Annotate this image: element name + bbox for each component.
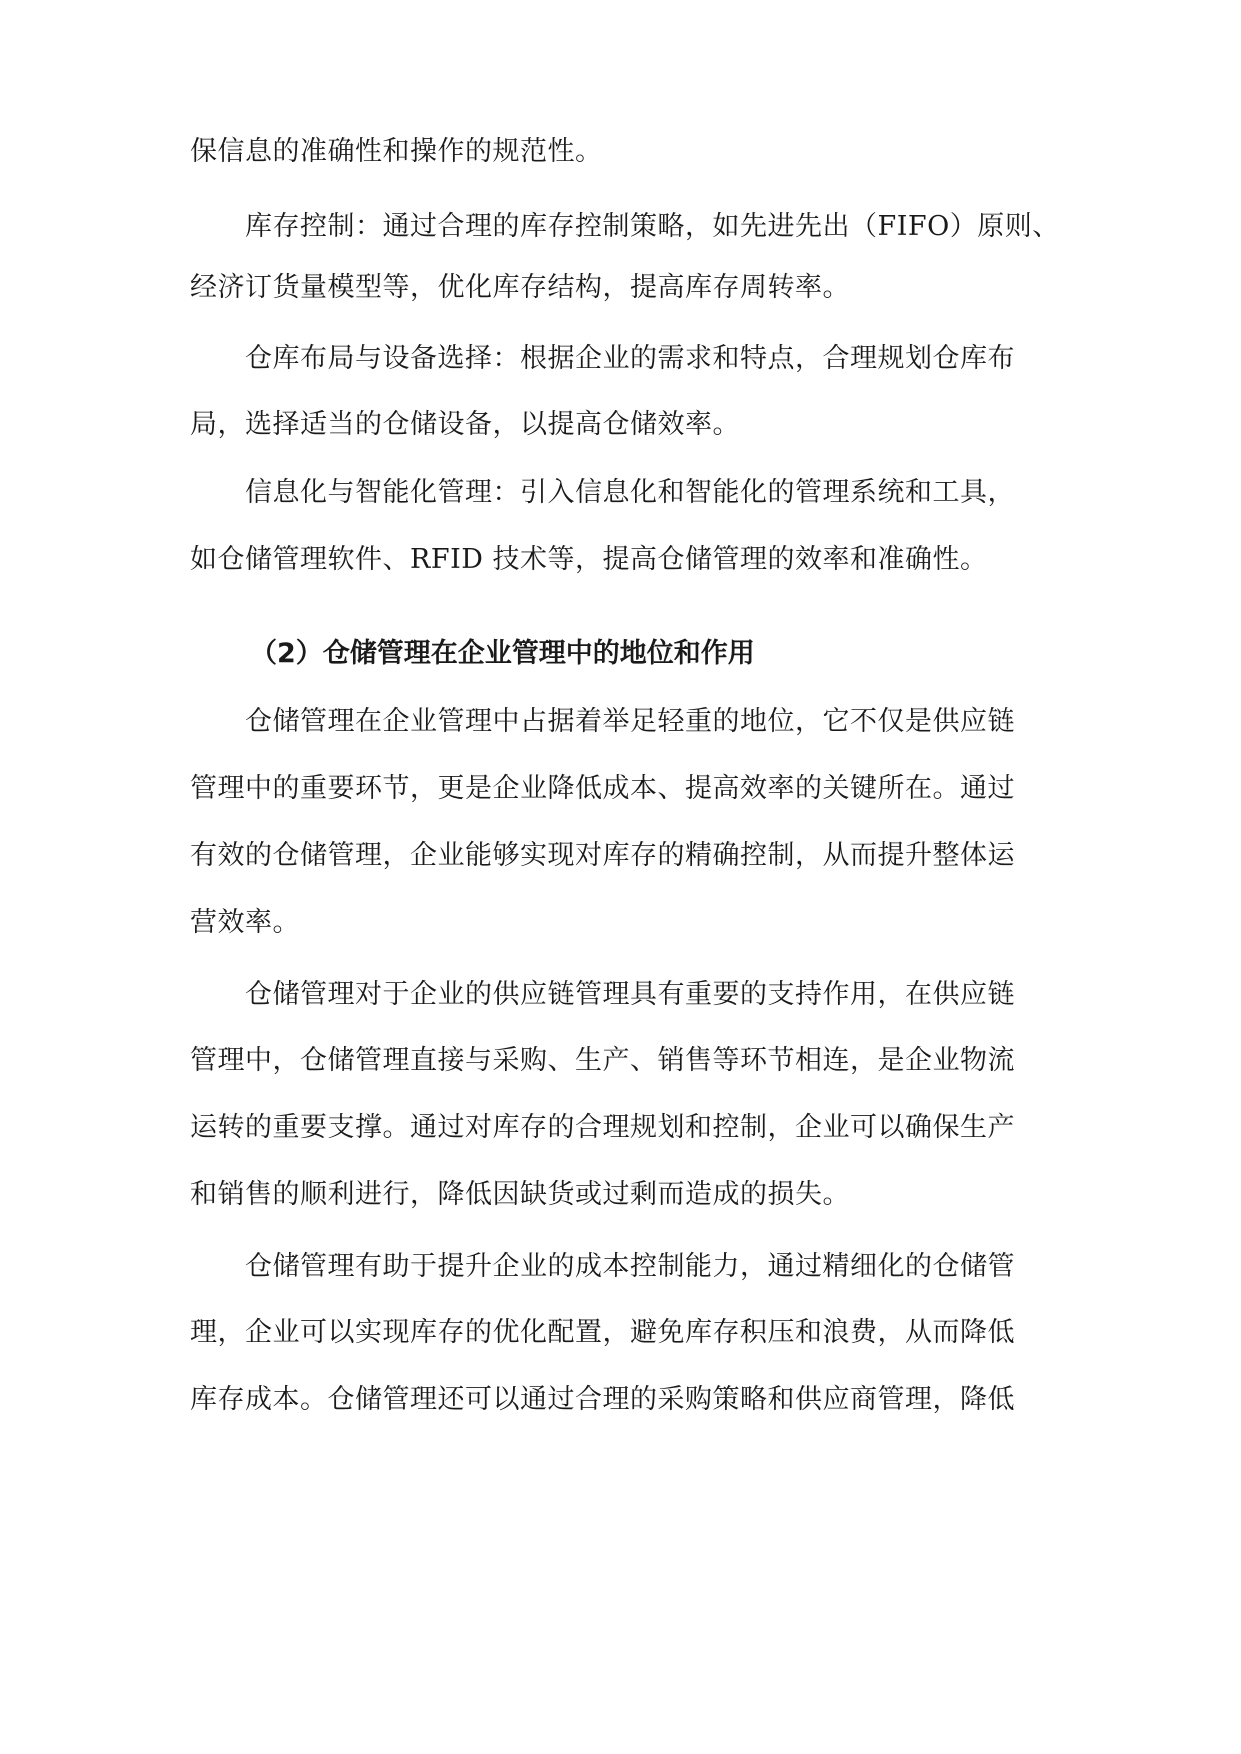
paragraph-line: 理，企业可以实现库存的优化配置，避免库存积压和浪费，从而降低	[190, 1317, 1015, 1348]
paragraph-line: 营效率。	[190, 907, 300, 938]
paragraph-line: 仓储管理在企业管理中占据着举足轻重的地位，它不仅是供应链	[245, 706, 1015, 737]
paragraph-line: 保信息的准确性和操作的规范性。	[190, 136, 603, 167]
paragraph-line: 管理中的重要环节，更是企业降低成本、提高效率的关键所在。通过	[190, 773, 1015, 804]
paragraph-line: 经济订货量模型等，优化库存结构，提高库存周转率。	[190, 272, 850, 303]
paragraph-line: 库存成本。仓储管理还可以通过合理的采购策略和供应商管理，降低	[190, 1384, 1015, 1415]
paragraph-line: 信息化与智能化管理：引入信息化和智能化的管理系统和工具，	[245, 477, 1015, 508]
paragraph-line: 仓储管理对于企业的供应链管理具有重要的支持作用，在供应链	[245, 979, 1015, 1010]
section-heading: （2）仓储管理在企业管理中的地位和作用	[250, 638, 755, 669]
paragraph-line: 局，选择适当的仓储设备，以提高仓储效率。	[190, 409, 740, 440]
paragraph-line: 运转的重要支撑。通过对库存的合理规划和控制，企业可以确保生产	[190, 1112, 1015, 1143]
paragraph-line: 仓库布局与设备选择：根据企业的需求和特点，合理规划仓库布	[245, 343, 1015, 374]
paragraph-line: 有效的仓储管理，企业能够实现对库存的精确控制，从而提升整体运	[190, 840, 1015, 871]
paragraph-line: 管理中，仓储管理直接与采购、生产、销售等环节相连，是企业物流	[190, 1045, 1015, 1076]
paragraph-line: 库存控制：通过合理的库存控制策略，如先进先出（FIFO）原则、	[245, 211, 1060, 242]
paragraph-line: 仓储管理有助于提升企业的成本控制能力，通过精细化的仓储管	[245, 1251, 1015, 1282]
paragraph-line: 如仓储管理软件、RFID 技术等，提高仓储管理的效率和准确性。	[190, 544, 988, 575]
paragraph-line: 和销售的顺利进行，降低因缺货或过剩而造成的损失。	[190, 1179, 850, 1210]
